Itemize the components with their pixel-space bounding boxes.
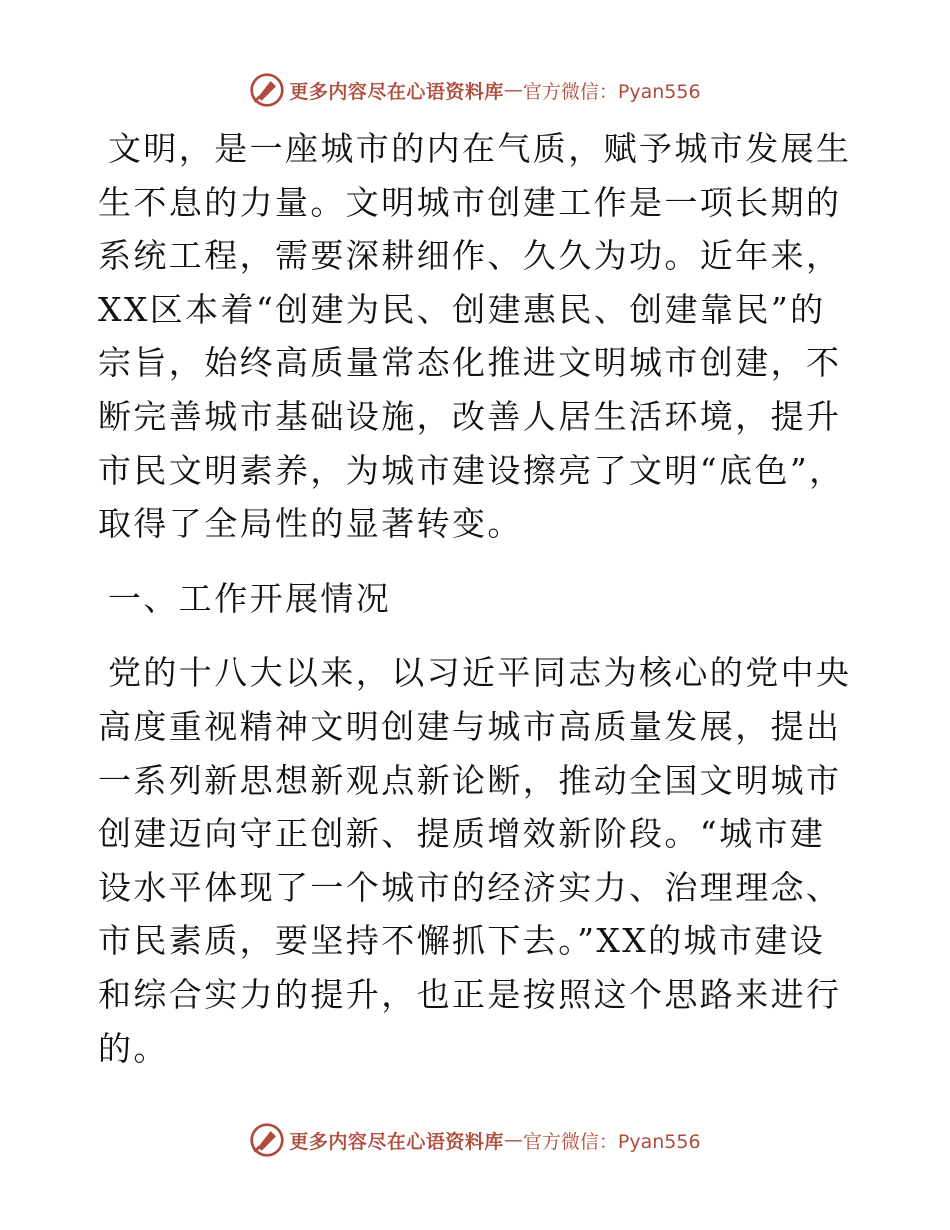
watermark-wechat: 官方微信：Pyan556 [522,80,701,103]
intro-paragraph: 文明，是一座城市的内在气质，赋予城市发展生生不息的力量。文明城市创建工作是一项长期的系统工程，需要深耕细作、久久为功。近年来，XX区本着“创建为民、创建惠民、创建靠民”的宗旨，始终高质量常态化推进文明城市创建，不断完善城市基础设施，改善人居生活环境，提升市民文明素养，为城市建设擦亮了文明“底色”，取得了全局性的显著转变。 [98,129,852,544]
header-watermark [0,70,950,110]
document-body [98,122,858,1075]
watermark-brand: 更多内容尽在心语资料库 [289,1130,504,1153]
watermark-wechat: 官方微信：Pyan556 [522,1130,701,1153]
footer-watermark [0,1120,950,1160]
section-heading: 一、工作开展情况 [108,578,392,618]
pen-nib-logo-icon [249,1122,285,1158]
watermark-brand: 更多内容尽在心语资料库 [289,80,504,103]
pen-nib-logo-icon [249,72,285,108]
body-paragraph: 党的十八大以来，以习近平同志为核心的党中央高度重视精神文明创建与城市高质量发展，提出一系列新思想新观点新论断，推动全国文明城市创建迈向守正创新、提质增效新阶段。“城市建设水平体现了一个城市的经济实力、治理理念、市民素质，要坚持不懈抓下去。”XX的城市建设和综合实力的提升，也正是按照这个思路来进行的。 [98,653,852,1068]
watermark-separator: — [503,1129,523,1151]
watermark-separator: — [503,79,523,101]
